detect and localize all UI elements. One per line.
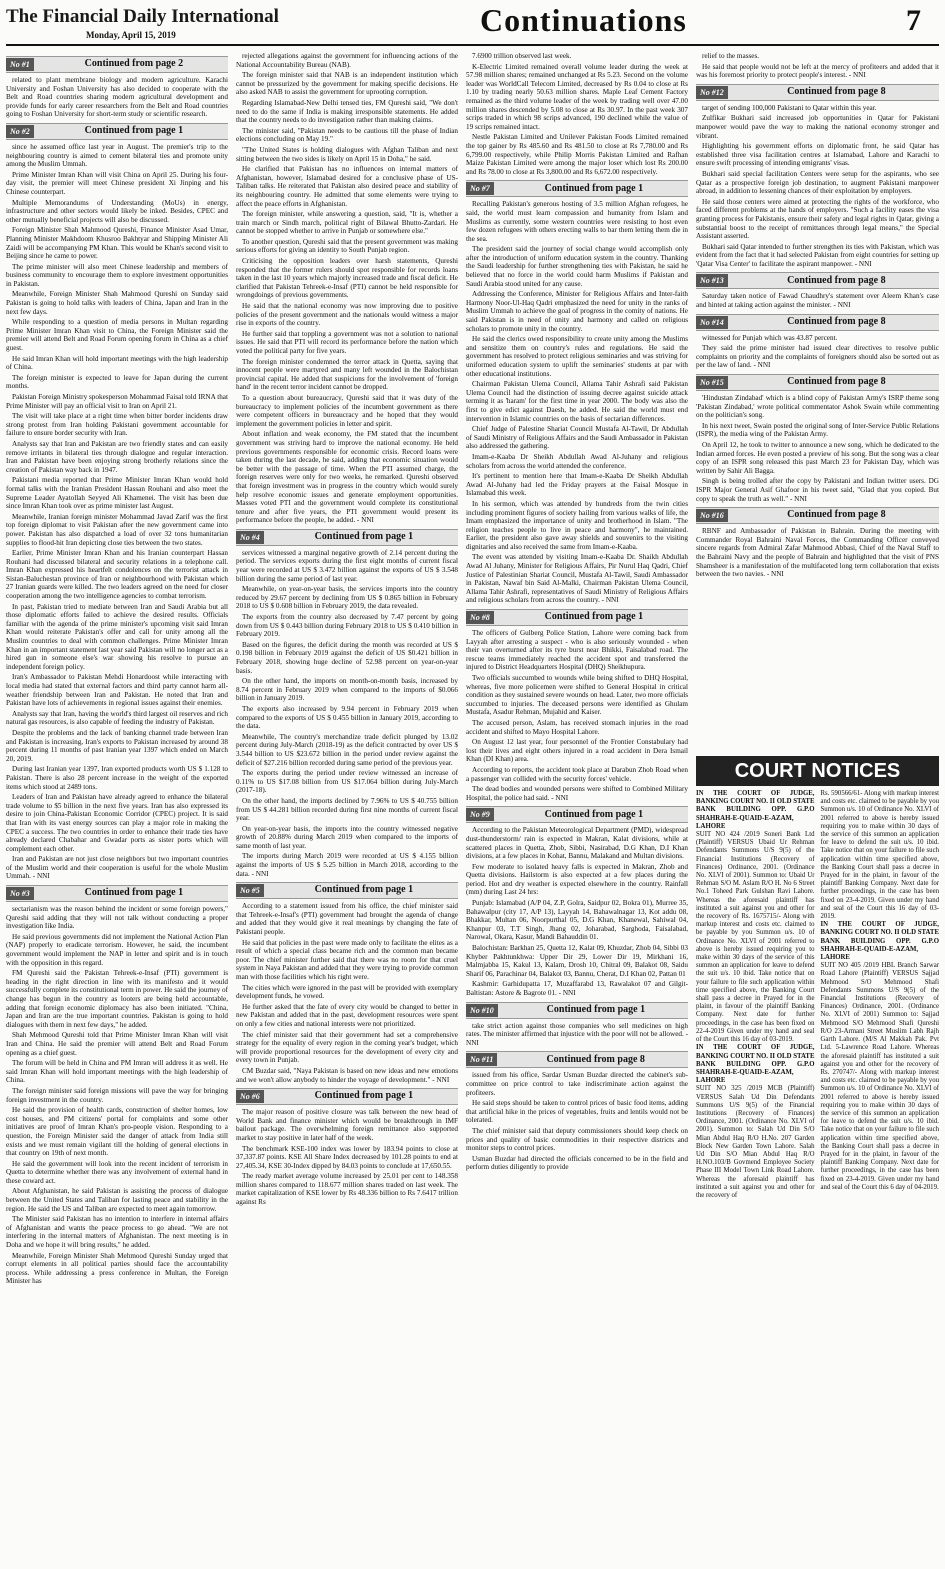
continuation-label: Continued from page 8 [787, 509, 886, 521]
article-paragraph: While responding to a question of media persons in Multan regarding Prime Minister Imran Khan visit to China, the Foreign Minister said the premier will attend Belt and Road Forum opening forum in China as a chief guest. [6, 318, 228, 353]
article-paragraph: Addressing the Conference, Minister for Religious Affairs and Inter-faith Harmony Noor-Ul-Haq Qadri emphasized the need for unity in the ranks of Muslim Ummah to achieve the goal of progress in the comity of nations. He said Pakistan is in need of unity and harmony and called on religious scholars to promote unity in the country. [466, 290, 688, 333]
article-paragraph: services witnessed a marginal negative growth of 2.14 percent during the period. The services exports during the first eight months of current fiscal year were recorded at US $ 3.472 billion against the exports of US $ 3.548 billion during the same period of last year. [236, 548, 458, 583]
article-paragraph: Meanwhile, on year-on-year basis, the services imports into the country reduced by 29.67 percent by declining from US $ 0.865 billion in February 2018 to US $ 0.608 billion in February 2019, the data revealed. [236, 585, 458, 611]
continuation-header [236, 529, 458, 546]
continuation-number: No #6 [236, 1090, 264, 1103]
court-notice-body: SUIT NO 405 /2019 HBL Branch Sarwar Road Lahore (Plaintiff) VERSUS Sajjad Mehmood S/O Mehmood Shafi Defendants Summons U/S 9(5) of the Financial Institutions (Recovery of Finances) Ordinance, 2001. (Ordinance No. XLVI of 2001) Summon to: Sajjad Mehmood S/O Mehmood Shafi Qureshi R/O 23-Armani Street Muslim Labh Rajh Garth Lahore. (M/S Al Makkah Pak. Pvt Ltd. 5-Lawrence Road Lahore. Whereas the aforesaid plaintiff has instituted a suit against you and other for the recovery of Rs. 270747/- Along with markup interest and costs etc. claimed to be payable by you Summon u/s. 10 of Ordinance No. XLVI of 2001 referred to above is hereby issued requiring you to make within 30 days of the service of this summon an application for leave to defend the suit u/s. 10 ibid. Take notice that on your failure to file such application within time specified above, the Banking Court shall pass a decree in Prayed for in the plaint, in favour of the plaintiff Banking Company. Next date for further proceedings, in the case has been fixed on 23-4-2019. Given under my hand and seal of the Court this 6 day of 04-2019. [820, 962, 939, 1191]
article-paragraph: Iran and Pakistan are not just close neighbors but two important countries of the Muslim world and their cooperation is useful for the whole Muslim Ummah. - NNI [6, 855, 228, 881]
continuation-number: No #4 [236, 531, 264, 544]
article-paragraph: The foreign minister, while answering a question, said, "It is, whether a train march or Sindh march, political right of Bilawal Bhutto-Zardari. He cannot be stopped whether to arrive in Punjab or somewhere else." [236, 210, 458, 236]
article-paragraph: CM Buzdar said, "Naya Pakistan is based on new ideas and new emotions and we won't allow anybody to hinder the voyage of development." - NNI [236, 1066, 458, 1084]
article-paragraph: since he assumed office last year in August. The premier's trip to the neighbouring country is aimed to cement bilateral ties and promote unity among the Muslim Ummah. [6, 142, 228, 169]
continuation-header [696, 84, 939, 101]
court-notice-heading: IN THE COURT OF JUDGE, BANKING COURT NO. II OLD STATE BANK BUILDING OPP. G.P.O SHAHRAH-E-QUAID-E-AZAM, LAHORE [820, 921, 939, 962]
continuation-label: Continued from page 8 [787, 274, 886, 286]
continuation-label: Continued from page 1 [544, 182, 644, 194]
article-paragraph: Iran's Ambassador to Pakistan Mehdi Honardoost while interacting with local media had stated that external factors and third party cannot harm all-weather friendship between Iran and Pakistan. He noted that Iran and Pakistan have lots of achievements in regional issues against their enemies. [6, 673, 228, 708]
continuation-header [466, 180, 688, 197]
article-paragraph: RBNF and Ambassador of Pakistan in Bahrain. During the meeting with Commander Royal Bahraini Naval Forces, the Commanding Officer conveyed sincere regards from Admiral Zafar Mahmood Abbasi, Chief of the Naval Staff to the Bahraini Navy and the people of Bahrain and highlighted that the visit of PNS Shamsheer is a manifestation of the multifaceted long term collaboration that exists between the two navies. - NNI [696, 527, 939, 579]
article-paragraph: Meanwhile, Foreign Minister Shah Mehmood Qureshi Sunday urged that corrupt elements in all political parties should face the accountability process. While addressing a press conference in Multan, the Foreign Minister has [6, 1251, 228, 1286]
article-paragraph: Zulfikar Bukhari said increased job opportunities in Qatar for Pakistani manpower would pave the way to making the national economy stronger and vibrant. [696, 114, 939, 140]
article-paragraph: Despite the problems and the lack of banking channel trade between Iran and Pakistan is increasing, Iran's exports to Pakistan increased by around 38 percent during 11 months of past Iranian year 1397 which ended on March 20, 2019. [6, 728, 228, 763]
continuation-header [6, 123, 228, 140]
continuation-header [696, 374, 939, 391]
continuation-label: Continued from page 8 [787, 85, 886, 97]
court-notice-body: SUIT NO 325 /2019 MCB (Plaintiff) VERSUS Salah Ud Din Defendants Summons U/S 9(5) of the Financial Institutions (Recovery of Finances) Ordinance, 2001. (Ordinance No. XLVI of 2001). Summon to: Salah Ud Din S/O Mian Abdul Haq R/O H.No. 207 Garden Block New Garden Town Lahore. Salah Ud Din S/O Mian Abdul Haq R/O H.NO.103/B Govmend Employee Society Phase III Model Town Link Road Lahore. Whereas the aforesaid plaintiff has instituted a suit against you and other for the recovery of [696, 1085, 815, 1199]
article-paragraph: On the other hand, the imports declined by 7.96% to US $ 40.755 billion from US $ 44.281 billion recorded during first nine months of current fiscal year. [236, 796, 458, 823]
column-1 [6, 52, 228, 1564]
article-paragraph: The foreign minister said that NAB is an independent institution which cannot be pressurized by the government for making specific decisions. He also asked NAB to assist the government for uprooting corruption. [236, 71, 458, 97]
article-paragraph: The benchmark KSE-100 index was lower by 183.94 points to close at 37,337.87 points. KSE All Share Index decreased by 101.28 points to end at 27,405.34, KSE 30-Index dipped by 84.03 points to conclude at 17,650.55. [236, 1144, 458, 1170]
continuation-label: Continued from page 1 [546, 1003, 646, 1015]
article-paragraph: The president said the journey of social change would accomplish only after the introduction of uniform education system in the country. Thanking the Saudi leadership for further strengthening ties with Pakistan, he said he believed that no force in the world could harm Muslims if Pakistan and Saudi Arabia stood united for any cause. [466, 245, 688, 288]
article-paragraph: In his sermon, which was attended by hundreds from the twin cities including prominent figures of society hailing from various walks of life, the Imam emphasized the importance of unity and brotherhood in Islam. "The religion teaches people to live in peace and harmony", he maintained. Earlier, the president also gave away shields and souvenirs to the visiting dignitaries and also received the same from Imam-e-Kaaba. [466, 499, 688, 551]
article-paragraph: FM Qureshi said the Pakistan Tehreek-e-Insaf (PTI) government is heading in the right direction in line with its manifesto and it would successfully complete its constitutional term in power. He said the journey of change has begun in the country as looters are being held accountable, adding that foreign economic diplomacy has also been initiated. "China, Japan and Iran are the true important countries. Pakistan is going to hold dialogues with them in next few days," he added. [6, 969, 228, 1029]
article-paragraph: The chief minister said that their government had set a comprehensive strategy for the equality of every region in the coming year's budget, which will provide proportional resources for the development of every city and every town in Punjab. [236, 1030, 458, 1065]
article-paragraph: Chairman Pakistan Ulema Council, Allama Tahir Ashrafi said Pakistan Ulema Council had the distinction of issuing decree against suicide attack terming it as 'haram' for the first time in year 2000. The body was also the first to give edict against Daesh, he added. He said the world must end intervention in Islamic countries on the basis of sectarian differences. [466, 380, 688, 423]
article-paragraph: The Minister said Pakistan has no intention to interfere in internal affairs of Afghanistan and wants the peace process to go ahead. "We are not interfering in the internal matters of Afghanistan. The next meeting is in Doha and we hope it will bring results," he added. [6, 1215, 228, 1250]
article-paragraph: The foreign minister condemned the terror attack in Quetta, saying that innocent people were martyred and many left wounded in the Balochistan provincial capital. He added that suspicions for the involvement of 'foreign hand' in the recent terror incident cannot be dropped. [236, 357, 458, 392]
continuation-number: No #16 [696, 509, 728, 522]
article-paragraph: Foreign Minister Shah Mahmood Qureshi, Finance Minister Asad Umar, Planning Minister Makhdoom Khusroo Bakhtyar and Shipping Minister Ali Zaidi will be accompanying PM Khan. This would be Khan's second visit to Beijing since he came to power. [6, 226, 228, 261]
continuation-label: Continued from page 1 [84, 887, 184, 899]
column-4-articles [696, 52, 939, 752]
article-paragraph: Pakistani media reported that Prime Minister Imran Khan would hold formal talks with the Iranian President Hassan Rouhani and also meet the Supreme Leader Ayatollah Seyyed Ali Khamenei. The visit has been due since Imran Khan took over as prime minister last August. [6, 476, 228, 511]
continuation-number: No #12 [696, 86, 728, 99]
article-paragraph: relief to the masses. [702, 52, 760, 60]
continuation-number: No #14 [696, 316, 728, 329]
article-paragraph: According to the Pakistan Meteorological Department (PMD), widespread dust-thunderstorm/ rain is expected in Makran, Kalat divisions, while at scattered places in Quetta, Zhob, Sibbi, Nasirabad, D.G Khan, D.I Khan divisions, at a few places in Kohat, Bannu, Malakand and Multan divisions. [466, 826, 688, 861]
article-paragraph: On the other hand, the imports on month-on-month basis, increased by 8.74 percent in February 2019 when compared to the imports of $0.066 billion in January 2019. [236, 677, 458, 703]
article-paragraph: During last Iranian year 1397, Iran exported products worth US $ 1.128 to Pakistan. There is also 28 percent increase in the weight of the exported items which stood at 2489 tons. [6, 765, 228, 791]
continuation-header [696, 314, 939, 331]
continuation-label: Continued from page 1 [544, 808, 644, 820]
article-paragraph: The foreign minister said foreign missions will pave the way for bringing foreign investment in the country. [6, 1086, 228, 1104]
article-paragraph: About Afghanistan, he said Pakistan is assisting the process of dialogue between the United States and Taliban for lasting peace and stability in the region. He said the US and Taliban are expected to meet again tomorrow. [6, 1187, 228, 1213]
article-paragraph: Highlighting his government efforts on diplomatic front, he said Qatar has established three visa facilitation centres at Islamabad, Lahore and Karachi to ensure swift processing of intending emigrants' visas. [696, 142, 939, 168]
article-paragraph: The visit will take place at a right time when bitter border incidents draw strong protest from Iran holding Pakistani government accountable for failure to ensure border security with Iran. [6, 412, 228, 438]
article-paragraph: To another question, Qureshi said that the present government was making serious efforts for giving an identity to South Punjab region. [236, 237, 458, 255]
article-paragraph: Kashmir: Garhidupatta 17, Muzaffarabd 13, Rawalakot 07 and Gilgit-Baltistan: Astore & Bagrote 01. - NNI [466, 980, 688, 997]
article-paragraph: Analysts say that Iran and Pakistan are two friendly states and can easily remove irritants in bilateral ties through dialogue and regular interaction. Iran and Pakistan have been enjoying strong brotherly relations since the creation of Pakistan way back in 1947. [6, 439, 228, 474]
continuation-number: No #1 [6, 58, 34, 71]
continuation-label: Continued from page 8 [787, 376, 886, 388]
article-paragraph: According to reports, the accident took place at Darabun Zhob Road when a passenger van collided with the security forces' vehicle. [466, 765, 688, 783]
column-2 [236, 52, 458, 1564]
article-paragraph: Few moderate to isolated heavy falls is expected in Makran, Zhob and Quetta divisions. Hailstorm is also expected at a few places during the period. Hot and dry weather is expected elsewhere in the country. Rainfall (mm) during Last 24 hrs: [466, 862, 688, 897]
article-paragraph: He said those centers were aimed at protecting the rights of the workforce, who faced different problems at the hands of employers. "Such a facility eases the visa granting process for Pakistanis, ensure their safety and legal rights in Qatar, giving a substantial boost to the receipt of remittances through legal means," the Special Assistant asserted. [696, 197, 939, 241]
article-paragraph: Saturday taken notice of Fawad Chaudhry's statement over Aleem Khan's case and hinted at taking action against the minister. - NNI [696, 292, 939, 310]
article-paragraph: The event was attended by visiting Imam-e-Kaaba Dr. Shaikh Abdullah Awad Al Juhany, Minister for Religious Affairs, Pir Nurul Haq Qadri, Chief Justice of Palestinian Shariat Council, Mustafa Al-Tawil, Saudi Ambassador in Pakistan, Nawaf bin Said Al-Malki, Chairman Pakistan Ulema Council, Allama Tahir Ashrafi, representatives of Saudi Ministry of Religious Affairs and religious scholars from across the country. - NNI [466, 553, 688, 605]
continuation-header [466, 609, 688, 626]
article-paragraph: 'Hindustan Zindabad' which is a blind copy of Pakistan Army's ISRP theme song 'Pakistan Zindabad,' wrote political commentator Ashok Swain while commenting on the politician's song. [696, 394, 939, 420]
continuation-header [696, 272, 939, 289]
article-paragraph: He said the government will look into the recent incident of terrorism in Quetta to determine whether there was any involvement of external hand in these coward act. [6, 1159, 228, 1185]
article-paragraph: Meanwhile, Iranian foreign minister Mohammad Javad Zarif was the first top foreign diplomat to visit Pakistan after the new government came into power. Pakistan has also dispatched a load of over 32 tons humanitarian supplies to flood-hit Iran depicting close ties between the two states. [6, 512, 228, 547]
article-paragraph: On April 12, he took to twitter to announce a new song, which he dedicated to the Indian armed forces. He even posted a preview of his song. But the song was a clear copy of an ISPR song released this past March 23 for Pakistan Day, which was written by Sahir Ali Bagga. [696, 441, 939, 475]
article-paragraph: About inflation and weak economy, the FM stated that the incumbent government was striving hard to improve the national economy. He held previous governments responsible for economic crisis. Record loans were taken during the last decade, he said, adding that economic situation would be better with the passage of time. When the PTI assumed charge, the foreign reserves were only for two weeks, he remarked. Qureshi observed that foreign investment was in progress in the country which would surely help resolve economic issues and generate employment opportunities. Masses voted PTI and the government would complete its constitutional tenure and after five years, the PTI government would present its performance before the people, he added. - NNI [236, 430, 458, 525]
article-paragraph: On August 12 last year, four personnel of the Frontier Constabulary had lost their lives and eight others injured in a road accident in Dera Ismail Khan (DI Khan) area. [466, 738, 688, 764]
article-paragraph: The cities which were ignored in the past will be provided with exemplary development funds, he vowed. [236, 983, 458, 1001]
continuation-header [466, 1002, 688, 1019]
article-paragraph: take strict action against those companies who sell medicines on high rates. The minister affirmed that injustice with the poor will not be allowed. - NNI [466, 1021, 688, 1047]
article-paragraph: related to plant membrane biology and modern agriculture. Karachi University and Foshan University has also decided to cooperate with the Belt and Road countries sharing modern agricultural development and provide funds for early career researchers from the Belt and Road countries going to Foshan University for short-term study or scientific research. [6, 76, 228, 119]
page-number: 7 [906, 4, 921, 37]
continuation-label: Continued from page 1 [314, 884, 414, 896]
article-paragraph: The officers of Gulberg Police Station, Lahore were coming back from Layyah after arresting a suspect - who is also seriously wounded - when their van overturned after its tyre burst near Bhikki, Faisalabad road. The rescue teams immediately reached the accident spot and transferred the injured to District Headquarters Hospital (DHQ) Sheikhupura. [466, 629, 688, 672]
article-paragraph: Singh is being trolled after the copy by Pakistani and Indian twitter users. DG ISPR Major General Asif Ghafoor in his tweet said, "Glad that you copied. But copy to speak the truth as well." - NNI [696, 477, 939, 503]
article-paragraph: The chief minister said that deputy commissioners should keep check on prices and quality of basic commodities in their respective districts and monitor steps to control prices. [466, 1126, 688, 1153]
article-paragraph: Prime Minister Imran Khan will visit China on April 25. During his four-day visit, the premier will meet Chinese president Xi Jinping and his Chinese counterpart. [6, 170, 228, 196]
article-paragraph: Analysts say that Iran, having the world's third largest oil reserves and rich natural gas resources, is also capable of feeding the industry of Pakistan. [6, 709, 228, 727]
continuation-header [6, 56, 228, 73]
paper-name: The Financial Daily International [6, 6, 279, 27]
continuation-header [236, 882, 458, 899]
article-paragraph: Regarding Islamabad-New Delhi tensed ties, FM Qureshi said, "We don't need to do the same if India is making irresponsible statements. He added that the country needs to do investigation rather than making claims. [236, 98, 458, 125]
article-paragraph: Balochistan: Barkhan 25, Quetta 12, Kalat 09, Khuzdar, Zhob 04, Sibbi 03 Khyber Pakhtunkhwa: Upper Dir 29, Lower Dir 19, Mirkhani 16, Malmjabba 15, Kakul 13, Kalam, Drosh 10, Chitral 09, Balakot 08, Saidu Sharif 06, Parachinar 04, Balakot 03, Bannu, Cherat, D.I Khan 02, Pattan 01 [466, 944, 688, 978]
column-3 [466, 52, 688, 1564]
continuation-label: Continued from page 8 [787, 315, 886, 327]
article-paragraph: The minister said, "Pakistan needs to be cautious till the phase of Indian elections concluding on May 19." [236, 126, 458, 144]
article-paragraph: Recalling Pakistan's generous hosting of 3.5 million Afghan refugees, he said, the world must learn compassion and humanity from Islam and Muslims as currently, some western countries were resisting to host even few dozen refugees with others erecting walls to bar them letting them die in the sea. [466, 200, 688, 243]
article-paragraph: Earlier, Prime Minister Imran Khan and his Iranian counterpart Hassan Rouhani had discussed bilateral and security relations in a telephone call. Imran Khan expressed his heartfelt condolences on the terrorist attack in Sistan-Baluchestan province of Iran or neighbourhood with Pakistan which 27 Iranian guards were killed. The two leaders agreed on the need for closer cooperation among the two intelligence agencies to combat terrorism. [6, 549, 228, 601]
article-paragraph: The exports from the country also decreased by 7.47 percent by going down from US $ 0.443 billion during February 2018 to US $ 0.410 billion in February 2019. [236, 613, 458, 639]
continuation-number: No #15 [696, 376, 728, 389]
article-paragraph: Imam-e-Kaaba Dr Sheikh Abdullah Awad Al-Juhany and religious scholars from across the world attended the conference. [466, 452, 688, 470]
article-paragraph: Usman Buzdar had directed the officials concerned to be in the field and perform duties diligently to provide [466, 1154, 688, 1172]
court-notices-column-b [821, 790, 940, 1200]
continuation-number: No #7 [466, 182, 494, 195]
continuation-label: Continued from page 1 [314, 531, 414, 543]
article-paragraph: According to a statement issued from his office, the chief minister said that Tehreek-e-Insaf's (PTI) government had brought the agenda of change and added that they would give it real meanings by changing the fate of Pakistani people. [236, 902, 458, 937]
article-paragraph: Chief Judge of Palestine Shariat Council Mustafa Al-Tawil, Dr Abdullah of Saudi Ministry of Religious Affairs and the Saudi Ambassador in Pakistan also addressed the gathering. [466, 425, 688, 451]
article-paragraph: Bukhari said special facilitation Centers were setup for the aspirants, who see Qatar as a prospective foreign job destination, to augment Pakistani manpower abroad, in addition to lessening chances of their exploitation by employers. [696, 169, 939, 196]
article-paragraph: Nestle Pakistan Limited and Unilever Pakistan Foods Limited remained the top gainer by Rs 485.60 and Rs 481.50 to close at Rs 7,780.00 and Rs 6,799.00 respectively, while Philip Morris Pakistan Limited and Rafhan Maize Pakistan Limited were among the major loser which lost Rs 200.00 and Rs 78.00 to close at Rs 3,800.00 and Rs 6,672.00 respectively. [466, 133, 688, 176]
continuation-label: Continued from page 2 [84, 58, 184, 70]
article-paragraph: The forum will be held in China and PM Imran will address it as well. He said Imran Khan will hold important meetings with the high leadership of China. [6, 1059, 228, 1085]
article-paragraph: It's pertinent to mention here that Imam-e-Kaaba Dr Sheikh Abdullah Awad Al-Juhany had led the Friday prayers at the Faisal Mosque in Islamabad this week. [466, 472, 688, 498]
article-paragraph: Leaders of Iran and Pakistan have already agreed to enhance the bilateral trade volume to $5 billion in the next five years. Iran has also expressed its desire to join China-Pakistan Economic Corridor (CPEC) project. It is said that Iran with its vast energy sources can play a major role in making the CPEC a success. The two countries in order to enhance their trade ties have already declared Chabahar and Gwadar ports as sister ports which will complement each other. [6, 793, 228, 853]
court-notice-body: SUIT NO 424 /2019 Soneri Bank Ltd (Plaintiff) VERSUS Ubaid Ur Rehman Defendants Summons U/S 9(5) of the Financial Institutions (Recovery of Finances) Ordinance, 2001. (Ordinance No. XLVI of 2001). Summon to: Ubaid Ur Rehman S/O M. Aslam R/O H. No 6 Street No.1 Toheed Park Gulshan Ravi Lahore. Whereas the aforesaid plaintiff has instituted a suit against you and other for the recovery of Rs. 1675715/- Along with markup interest and costs etc. claimed to be payable by you Summon u/s. 10 of Ordinance No. XLVI of 2001 referred to above is hereby issued requiring you to make within 30 days of the service of this summon an application for leave to defend the suit u/s. 10 ibid. Take notice that on your failure to file such application within time specified above, the Banking Court shall pass a decree in Prayed for in the plaint, in favour of the plaintiff Banking Company. Next date for further proceedings, in the case has been fixed on 22-4-2019 Given under my hand and seal of the Court this 16 day of 03-2019. [696, 831, 815, 1044]
continuation-number: No #3 [6, 887, 34, 900]
masthead-rule [6, 44, 939, 46]
article-paragraph: The dead bodies and wounded persons were shifted to Combined Military Hospital, the police had said. - NNI [466, 785, 688, 802]
article-paragraph: He said the provision of health cards, construction of shelter homes, low cost houses, and PM citizens' portal for complaints and some other initiatives are proof of Imran Khan's pro-people vision. Responding to a question, the Foreign Minister said the danger of attack from India still exists and we must remain vigilant till the holding of general elections in that country on 19th of next month. [6, 1106, 228, 1158]
article-paragraph: target of sending 100,000 Pakistani to Qatar within this year. [702, 103, 877, 112]
article-paragraph: Criticising the opposition leaders over harsh statements, Qureshi responded that the former rulers should spot responsible for records loans taken in the last 10 years which majorly increased trade and fiscal deficit. He clarified that Pakistan Tehreek-e-Insaf (PTI) cannot be held responsible for wrongdoings of previous governments. [236, 257, 458, 300]
article-paragraph: He said that people would not be left at the mercy of profiteers and added that it was his foremost priority to protect people's interest. - NNI [696, 62, 939, 80]
article-paragraph: Meanwhile, The country's merchandize trade deficit plunged by 13.02 percent during July-March (2018-19) as the deficit contracted by over US $ 3.544 billion to US $23.672 billion in the period under review against the deficit of $27.216 billion recorded during same period of the previous year. [236, 732, 458, 767]
continuation-number: No #10 [466, 1004, 498, 1017]
article-paragraph: To a question about bureaucracy, Qureshi said that it was duty of the bureaucracy to implement policies of the incumbent government as there were competent officers in bureaucracy and he hoped that they would implement the government policies in letter and spirit. [236, 393, 458, 428]
article-paragraph: In past, Pakistan tried to mediate between Iran and Saudi Arabia but all those diplomatic efforts failed to achieve the desired results. Officials familiar with the agenda of the prime minister's upcoming visit said Imran Khan would reiterate Pakistan's offer and call for unity among all the Muslim countries to deal with common challenges. Prime Minister Imran Khan in an important statement last year said Pakistan will no longer act as a hired gun in someone else's war showing his resolve to pursue an independent foreign policy. [6, 602, 228, 671]
article-paragraph: He said the clerics owed responsibility to create unity among the Muslims and sensitize them on country's rules and regulations. He said the government has resolved to protect religious seminaries and was striving for uniformed education system to uplift the seminaries' students at par with other educational institutions. [466, 335, 688, 378]
article-paragraph: Meanwhile, Foreign Minister Shah Mahmood Qureshi on Sunday said Pakistan is going to hold talks with leaders of China, Japan and Iran in the next few days. [6, 290, 228, 316]
continuation-number: No #13 [696, 274, 728, 287]
continuation-number: No #2 [6, 125, 34, 138]
article-paragraph: K-Electric Limited remained overall volume leader during the week at 57.98 million shares; remained unchanged at Rs 5.23. Second on the volume leader was WorldCall Telecom Limited, decreased by Rs 0.04 to close at Rs 1.10 by trading nearly 50.63 million shares. Maple Leaf Cement Factory remained as the third volume leader of the week by trading well over 47.00 million shares descended by 5.08 to close at Rs 30.97. In the past week 307 scrips traded in which 98 scrips advanced, 190 declined while the value of 19 scrips remained intact. [466, 62, 688, 131]
article-paragraph: He further said that toppling a government was not a solution to national issues. He said that PTI will record its performance before the nation which voted the political party for five years. [236, 329, 458, 355]
article-paragraph: The imports during March 2019 were recorded at US $ 4.155 billion against the imports of US $ 5.25 billion in March 2018, according to the data. - NNI [236, 852, 458, 878]
court-notice-heading: IN THE COURT OF JUDGE, BANKING COURT NO. II OLD STATE BANK BUILDING OPP. G.P.O SHAHRAH-E-QUAID-E-AZAM, LAHORE [696, 1044, 815, 1085]
masthead [0, 0, 945, 46]
continuation-header [236, 1088, 458, 1105]
article-paragraph: Multiple Memorandums of Understanding (MoUs) in energy, infrastructure and other sectors would likely be inked. Besides, CPEC and other mutually beneficial projects will also be discussed. [6, 198, 228, 224]
court-notices-column-a [696, 790, 815, 1200]
article-paragraph: issued from his office, Sardar Usman Buzdar directed the cabinet's sub-committee on price control to take indiscriminate action against the profiteers. [466, 1071, 688, 1097]
issue-date: Monday, April 15, 2019 [86, 30, 176, 40]
article-paragraph: He said that policies in the past were made only to facilitate the elites as a result of which a special class became rich and the common man became poor. The chief minister further said that there was no room for that cruel system in Naya Pakistan and added that they were trying to provide common man with those facilities which his right were. [236, 938, 458, 981]
article-paragraph: Two officials succumbed to wounds while being shifted to DHQ Hospital, whereas, five more policemen were shifted to General Hospital in critical condition as they sustained severe wounds on head. Later, two more officials succumbed to injuries. The deceased persons were identified as Ghulam Mustafa, Asadur Rehman, Mujahid and Kaiser. [466, 674, 688, 717]
article-paragraph: He said Imran Khan will hold important meetings with the high leadership of China. [6, 354, 228, 372]
section-title: Continuations [480, 2, 687, 38]
continuation-number: No #8 [466, 611, 494, 624]
article-paragraph: rejected allegations against the government for influencing actions of the National Accountability Bureau (NAB). [236, 52, 458, 69]
article-paragraph: The exports also increased by 9.94 percent in February 2019 when compared to the exports of US $ 0.455 billion in January 2019, according to the data. [236, 704, 458, 731]
court-notice-heading: IN THE COURT OF JUDGE, BANKING COURT NO. II OLD STATE BANK BUILDING OPP. G.P.O SHAHRAH-E-QUAID-E-AZAM, LAHORE [696, 790, 815, 830]
article-paragraph: The accused person, Aslam, has received stomach injuries in the road accident and shifted to Mayo Hospital Lahore. [466, 718, 688, 736]
continuation-header [466, 806, 688, 823]
column-4 [696, 52, 939, 1564]
court-notices-banner: COURT NOTICES [696, 756, 939, 786]
continuation-number: No #5 [236, 884, 264, 897]
article-paragraph: "The United States is holding dialogues with Afghan Taliban and next sitting between the two sides is likely on April 15 in Doha," he said. [236, 145, 458, 163]
article-paragraph: Shah Mehmood Qureshi told that Prime Minister Imran Khan will visit Iran and China. He said the premier will attend Belt and Road Forum opening as a chief guest. [6, 1031, 228, 1057]
continuation-label: Continued from page 1 [314, 1090, 414, 1102]
article-paragraph: He clarified that Pakistan has no influences on internal matters of Afghanistan, however, Islamabad desired for a conclusive phase of US-Taliban talks. He reiterated that Pakistan also desired peace and stability of its neighbouring country. He admitted that some elements were trying to affect the peace efforts in Afghanistan. [236, 165, 458, 208]
article-paragraph: Based on the figures, the deficit during the month was recorded at US $ 0.198 billion in February 2019 against the deficit of US $0.421 billion in February 2018, showing huge decline of 52.98 percent on year-on-year basis. [236, 640, 458, 675]
article-paragraph: In his next tweet, Swain posted the original song of Inter-Service Public Relations (ISPR), the media wing of the Pakistan Army. [696, 421, 939, 439]
article-paragraph: The major reason of positive closure was talk between the new head of World Bank and finance minister which would be breakthrough in IMF bailout package. The overwhelming foreign remittance also supported market to stay positive in later half of the week. [236, 1108, 458, 1142]
article-paragraph: He said previous governments did not implement the National Action Plan (NAP) properly to eradicate terrorism. However, he said, the incumbent government would implement the NAP in letter and spirit and is in touch with the opposition in this regard. [6, 932, 228, 967]
court-notice-body: Rs. 590566/61- Along with markup interest and costs etc. claimed to be payable by you Summon u/s. 10 of Ordinance No. XLVI of 2001 referred to above is hereby issued requiring you to make within 30 days of the service of this summon an application for leave to defend the suit u/s. 10 ibid. Take notice that on your failure to file such application within time specified above, the Banking Court shall pass a decree in Prayed for in the plaint, in favour of the plaintiff Banking Company. Next date for further proceedings, in the case has been fixed on 23-4-2019. Given under my hand and seal of the Court this 16 day of 03-2019. [820, 790, 939, 921]
article-paragraph: Bukhari said Qatar intended to further strengthen its ties with Pakistan, which was evident from the fact that it had selected Pakistan from eight countries for setting up 'Qatar Visa Center' to facilitate the aspirant manpower. - NNI [696, 242, 939, 268]
article-paragraph: The prime minister will also meet Chinese leadership and members of business community to encourage them to explore investment opportunities in Pakistan. [6, 262, 228, 288]
article-paragraph: sectarianism was the reason behind the incident or some foreign powers," Qureshi said adding that they will not talk without conducting a proper investigation Iike India. [6, 905, 228, 931]
article-paragraph: The ready market average volume increased by 25.01 per cent to 148.358 million shares compared to 118.677 million shares traded on last week. The market capitalization of KSE lower by Rs 48.336 billion to Rs 7.6417 trillion against Rs [236, 1172, 458, 1207]
article-paragraph: On year-on-year basis, the imports into the country witnessed negative growth of 20.88% during March 2019 when compared to the imports of same month of last year. [236, 824, 458, 850]
article-paragraph: He said steps should be taken to control prices of basic food items, adding that artificial hike in the prices of vegetables, fruits and lentils would not be tolerated. [466, 1099, 688, 1125]
continuation-header [6, 885, 228, 902]
court-notices [696, 790, 939, 1200]
article-paragraph: 7.6900 trillion observed last week. [472, 52, 572, 60]
article-paragraph: The exports during the period under review witnessed an increase of 0.11% to US $17.08 billion from US $17.064 billion during July-March (2017-18). [236, 769, 458, 795]
continuation-header [466, 1051, 688, 1068]
article-paragraph: He further asked that the fate of every city would be changed to better in new Pakistan and added that in the past, development resources were spent on only a few cities and national interests were not prioritized. [236, 1002, 458, 1028]
article-paragraph: The foreign minister is expected to leave for Japan during the current months. [6, 373, 228, 391]
continuation-number: No #9 [466, 808, 494, 821]
article-paragraph: witnessed for Punjab which was 43.87 percent. [702, 333, 838, 342]
article-paragraph: He said that the national economy was now improving due to positive policies of the present government and the nationals would witness a major rise in exports of the country. [236, 302, 458, 328]
continuation-label: Continued from page 1 [84, 125, 184, 137]
continuation-label: Continued from page 1 [544, 611, 644, 623]
continuation-label: Continued from page 8 [546, 1053, 645, 1065]
continuation-header [696, 507, 939, 524]
article-paragraph: Pakistan Foreign Ministry spokesperson Mohammad Faisal told IRNA that Prime Minister will pay an official visit to Iran on April 21. [6, 393, 228, 410]
article-paragraph: Punjab: Islamabad (A/P 04, Z.P, Golra, Saidpur 02, Bokra 01), Murree 35, Bahawalpur (city 17, A/P 13), Layyah 14, Bahawalnagar 13, Kot addu 08, Bhakkar, Multan 06, Noorpurthal 05, D.G Khan, Khanewal, Sahiwal 04, Khanpur 03, T.T Singh, Jhang 02, Joharabad, Sarghoda, Faisalabad, Narowal, Okara, Kasur, Mandi Bahauddin 01. [466, 899, 688, 942]
continuation-number: No #11 [466, 1053, 497, 1066]
article-paragraph: They said the prime minister had issued clear directives to resolve public complaints on priority and the complaints of foreigners should also be sorted out as per the law of land. - NNI [696, 344, 939, 370]
